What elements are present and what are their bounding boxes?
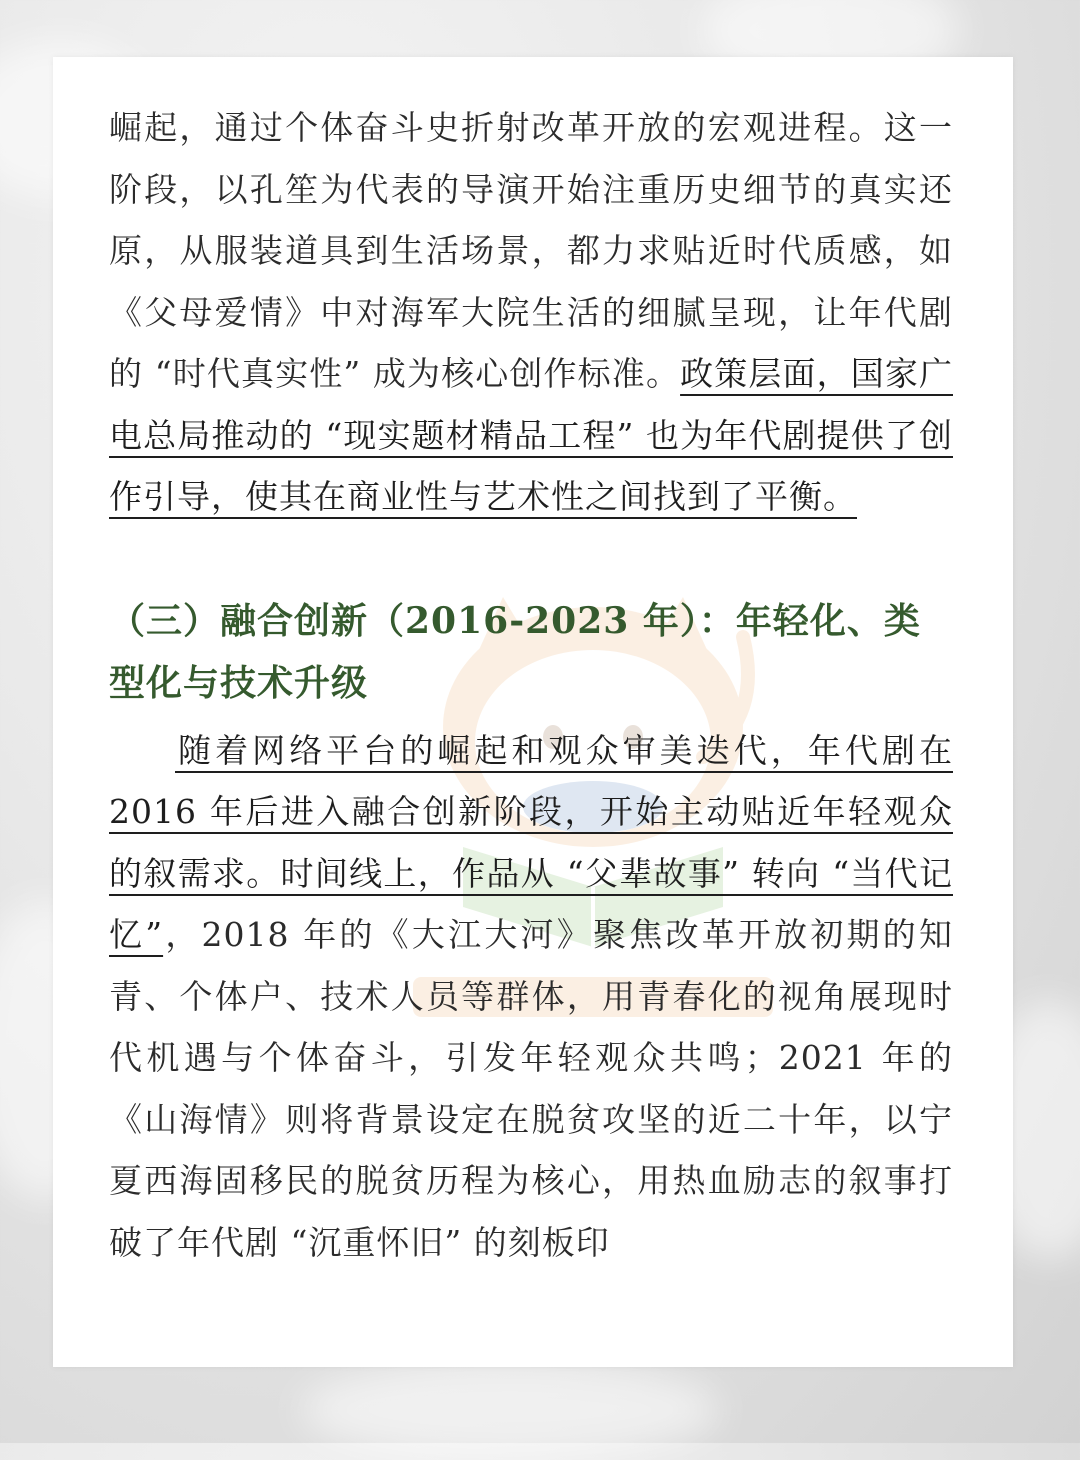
underlined-passage: 政策层面，国家广电总局推动的 “现实题材精品工程” 也为年代剧提供了创作引导，使其在商业性与艺术性之间找到了平衡。: [109, 354, 953, 516]
paragraph-text: ，2018 年的《大江大河》聚焦改革开放初期的知青、个体户、技术人员等群体，用青春化的视角展现时 代机遇与个体奋斗，引发年轻观众共鸣；2021 年的《山海情》则将背景设定在脱贫攻坚的近二十年，以宁夏西海固移民的脱贫历程为核心，用热血励志的叙事打破了年代剧 “沉重怀旧” 的刻板印: [109, 915, 953, 1262]
body-paragraph-2: [109, 720, 953, 1274]
background-blur: [300, 1360, 720, 1460]
body-paragraph-1: [109, 97, 953, 528]
article-card: [53, 57, 1013, 1367]
section-heading: （三）融合创新（2016-2023 年）：年轻化、类型化与技术升级: [109, 599, 921, 704]
underlined-text: 随着网络平台的崛起和观众审美迭代，年代剧在 2016 年后进入融合创新阶段，开始主动贴近年轻观众的叙需求。时间线上，作品从 “父辈故事” 转向 “当代记忆”: [109, 730, 953, 954]
article-content: [109, 97, 953, 1273]
paragraph-text: 崛起，通过个体奋斗史折射改革开放的宏观进程。这一阶段，以孔笙为代表的导演开始注重历史细节的真实还原，从服装道具到生活场景，都力求贴近时代质感，如《父母爱情》中对海军大院生活的细腻呈现，让年代剧的 “时代真实性” 成为核心创作标准。: [109, 108, 953, 393]
